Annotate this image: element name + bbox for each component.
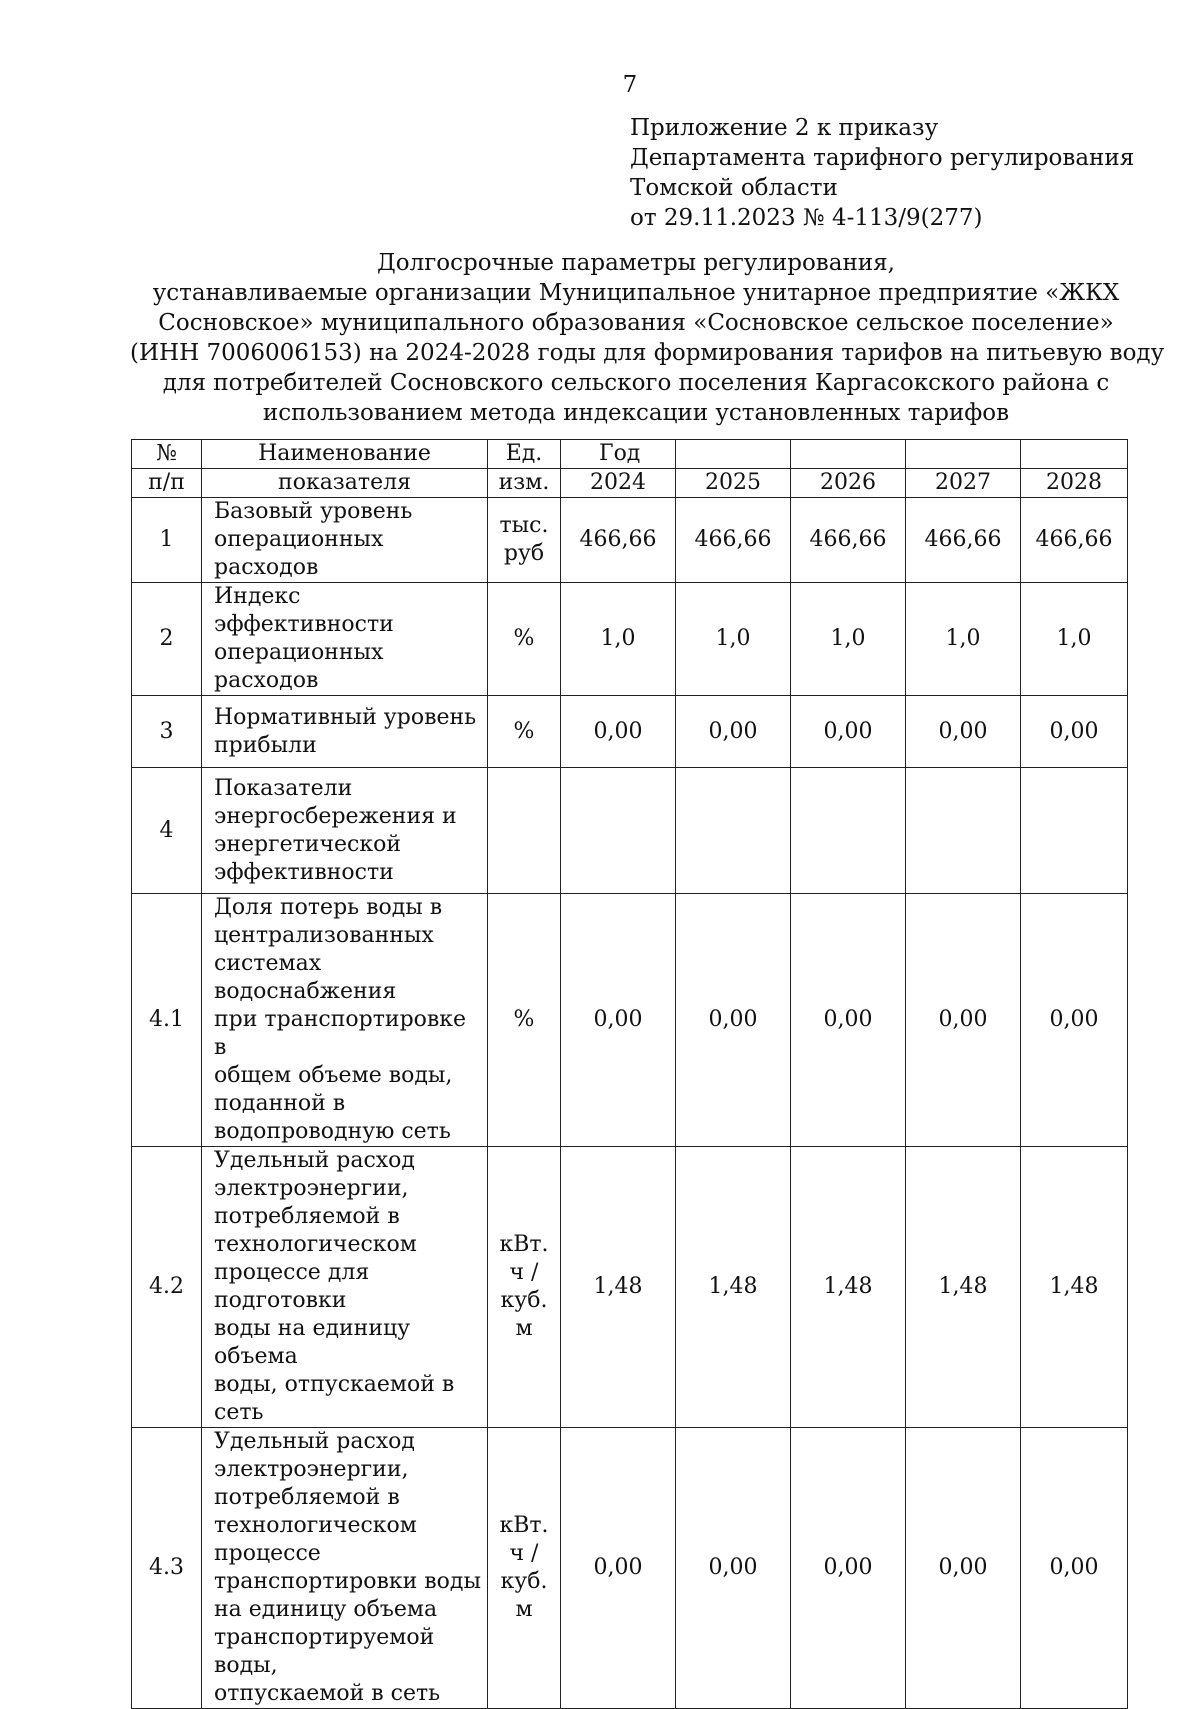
indicator-name-line: потребляемой в bbox=[214, 1485, 400, 1510]
unit-line: м bbox=[515, 1597, 533, 1622]
value-cell bbox=[791, 768, 906, 894]
indicator-name-line: поданной в bbox=[214, 1091, 346, 1116]
indicator-name-line: эффективности bbox=[214, 859, 394, 885]
title-line: Долгосрочные параметры регулирования, bbox=[377, 250, 895, 276]
unit-line: % bbox=[513, 718, 535, 744]
value-cell: 1,48 bbox=[791, 1147, 906, 1428]
indicator-name-line: централизованных bbox=[214, 923, 434, 948]
indicator-name bbox=[202, 583, 488, 696]
value-cell: 466,66 bbox=[1021, 498, 1128, 583]
indicator-name-line: Нормативный уровень bbox=[214, 704, 477, 730]
indicator-name bbox=[202, 1428, 488, 1709]
table-row bbox=[132, 768, 1128, 894]
table-body bbox=[132, 440, 1128, 1709]
row-number: 2 bbox=[132, 583, 202, 696]
unit-of-measure bbox=[488, 1428, 561, 1709]
title-line: для потребителей Сосновского сельского поселения Каргасокского района с bbox=[162, 370, 1110, 396]
indicator-name bbox=[202, 1147, 488, 1428]
indicator-name bbox=[202, 768, 488, 894]
unit-line: руб bbox=[503, 541, 545, 566]
value-cell: 0,00 bbox=[791, 696, 906, 768]
title-line: устанавливаемые организации Муниципальное унитарное предприятие «ЖКХ bbox=[152, 280, 1120, 306]
indicator-name-line: операционных расходов bbox=[214, 527, 384, 580]
unit-line: ч / bbox=[509, 1260, 539, 1285]
indicator-name bbox=[202, 696, 488, 768]
indicator-name-line: процессе bbox=[214, 1541, 321, 1566]
indicator-name-line: технологическом bbox=[214, 1232, 417, 1257]
header-empty-cell bbox=[1021, 440, 1128, 469]
value-cell: 0,00 bbox=[561, 696, 676, 768]
indicator-name bbox=[202, 498, 488, 583]
value-cell: 1,48 bbox=[1021, 1147, 1128, 1428]
table-row bbox=[132, 696, 1128, 768]
value-cell: 0,00 bbox=[791, 894, 906, 1147]
row-number: 4.1 bbox=[132, 894, 202, 1147]
header-year: 2028 bbox=[1021, 469, 1128, 498]
unit-of-measure bbox=[488, 696, 561, 768]
header-name: показателя bbox=[202, 469, 488, 498]
value-cell: 1,0 bbox=[906, 583, 1021, 696]
indicator-name-line: Удельный расход bbox=[214, 1148, 415, 1173]
value-cell: 0,00 bbox=[676, 894, 791, 1147]
header-year-label: Год bbox=[561, 440, 676, 469]
indicator-name-line: прибыли bbox=[214, 732, 317, 758]
indicator-name-line: системах водоснабжения bbox=[214, 951, 397, 1004]
header-num: п/п bbox=[132, 469, 202, 498]
appendix-header bbox=[630, 113, 1134, 233]
unit-line: кВт. bbox=[499, 1513, 549, 1538]
value-cell: 0,00 bbox=[676, 696, 791, 768]
indicator-name-line: Показатели bbox=[214, 775, 353, 801]
unit-of-measure bbox=[488, 583, 561, 696]
indicator-name-line: сеть bbox=[214, 1400, 264, 1425]
value-cell: 1,48 bbox=[561, 1147, 676, 1428]
header-row bbox=[132, 469, 1128, 498]
value-cell: 0,00 bbox=[1021, 696, 1128, 768]
indicator-name-line: отпускаемой в сеть bbox=[214, 1681, 441, 1706]
header-empty-cell bbox=[906, 440, 1021, 469]
appendix-line: Приложение 2 к приказу bbox=[630, 115, 939, 141]
unit-line: тыс. bbox=[499, 513, 549, 538]
table-row bbox=[132, 583, 1128, 696]
indicator-name-line: энергосбережения и bbox=[214, 803, 457, 829]
title-line: Сосновское» муниципального образования «Сосновское сельское поселение» bbox=[158, 310, 1114, 336]
table-row bbox=[132, 894, 1128, 1147]
value-cell: 0,00 bbox=[791, 1428, 906, 1709]
header-year: 2024 bbox=[561, 469, 676, 498]
unit-line: м bbox=[515, 1316, 533, 1341]
page-number: 7 bbox=[622, 72, 638, 98]
table-row bbox=[132, 1428, 1128, 1709]
header-year: 2026 bbox=[791, 469, 906, 498]
indicator-name-line: Базовый уровень bbox=[214, 499, 413, 524]
value-cell: 466,66 bbox=[791, 498, 906, 583]
header-row bbox=[132, 440, 1128, 469]
value-cell: 0,00 bbox=[561, 1428, 676, 1709]
indicator-name-line: электроэнергии, bbox=[214, 1176, 409, 1201]
header-empty-cell bbox=[676, 440, 791, 469]
row-number: 4 bbox=[132, 768, 202, 894]
value-cell bbox=[676, 768, 791, 894]
value-cell: 0,00 bbox=[906, 696, 1021, 768]
parameters-table bbox=[131, 439, 1128, 1709]
indicator-name-line: воды на единицу объема bbox=[214, 1316, 411, 1369]
value-cell: 466,66 bbox=[561, 498, 676, 583]
value-cell: 0,00 bbox=[676, 1428, 791, 1709]
value-cell: 0,00 bbox=[906, 894, 1021, 1147]
value-cell: 0,00 bbox=[906, 1428, 1021, 1709]
indicator-name-line: процессе для подготовки bbox=[214, 1260, 370, 1313]
indicator-name-line: на единицу объема bbox=[214, 1597, 438, 1622]
header-num: № bbox=[132, 440, 202, 469]
value-cell: 1,0 bbox=[791, 583, 906, 696]
title-line: (ИНН 7006006153) на 2024-2028 годы для формирования тарифов на питьевую воду bbox=[130, 340, 1165, 366]
value-cell bbox=[561, 768, 676, 894]
indicator-name-line: энергетической bbox=[214, 831, 402, 857]
unit-line: ч / bbox=[509, 1541, 539, 1566]
indicator-name-line: технологическом bbox=[214, 1513, 417, 1538]
indicator-name-line: транспортировки воды bbox=[214, 1569, 481, 1594]
appendix-line: Департамента тарифного регулирования bbox=[630, 145, 1135, 171]
unit-line: % bbox=[513, 1007, 535, 1032]
table-row bbox=[132, 498, 1128, 583]
unit-line: куб. bbox=[500, 1288, 548, 1313]
header-name: Наименование bbox=[202, 440, 488, 469]
document-title bbox=[130, 248, 1165, 428]
value-cell: 466,66 bbox=[906, 498, 1021, 583]
header-year: 2025 bbox=[676, 469, 791, 498]
indicator-name-line: общем объеме воды, bbox=[214, 1063, 453, 1088]
indicator-name-line: операционных расходов bbox=[214, 640, 384, 693]
row-number: 4.2 bbox=[132, 1147, 202, 1428]
header-unit: Ед. bbox=[488, 440, 561, 469]
indicator-name-line: Доля потерь воды в bbox=[214, 895, 443, 920]
indicator-name-line: Удельный расход bbox=[214, 1429, 415, 1454]
header-year: 2027 bbox=[906, 469, 1021, 498]
value-cell: 0,00 bbox=[1021, 1428, 1128, 1709]
unit-of-measure bbox=[488, 1147, 561, 1428]
appendix-line: Томской области bbox=[630, 175, 838, 201]
value-cell: 0,00 bbox=[1021, 894, 1128, 1147]
value-cell: 1,0 bbox=[561, 583, 676, 696]
value-cell: 1,48 bbox=[676, 1147, 791, 1428]
table-row bbox=[132, 1147, 1128, 1428]
value-cell: 466,66 bbox=[676, 498, 791, 583]
indicator-name-line: транспортируемой воды, bbox=[214, 1625, 435, 1678]
unit-of-measure bbox=[488, 894, 561, 1147]
value-cell: 1,48 bbox=[906, 1147, 1021, 1428]
indicator-name-line: Индекс эффективности bbox=[214, 584, 394, 637]
row-number: 4.3 bbox=[132, 1428, 202, 1709]
indicator-name-line: воды, отпускаемой в bbox=[214, 1372, 455, 1397]
indicator-name-line: водопроводную сеть bbox=[214, 1119, 451, 1144]
value-cell: 1,0 bbox=[1021, 583, 1128, 696]
indicator-name bbox=[202, 894, 488, 1147]
value-cell bbox=[1021, 768, 1128, 894]
unit-of-measure bbox=[488, 768, 561, 894]
indicator-name-line: электроэнергии, bbox=[214, 1457, 409, 1482]
row-number: 3 bbox=[132, 696, 202, 768]
value-cell: 0,00 bbox=[561, 894, 676, 1147]
appendix-line: от 29.11.2023 № 4-113/9(277) bbox=[630, 205, 983, 231]
unit-line: кВт. bbox=[499, 1232, 549, 1257]
unit-line: % bbox=[513, 626, 535, 651]
unit-line: куб. bbox=[500, 1569, 548, 1594]
header-unit: изм. bbox=[488, 469, 561, 498]
value-cell bbox=[906, 768, 1021, 894]
indicator-name-line: при транспортировке в bbox=[214, 1007, 467, 1060]
value-cell: 1,0 bbox=[676, 583, 791, 696]
indicator-name-line: потребляемой в bbox=[214, 1204, 400, 1229]
row-number: 1 bbox=[132, 498, 202, 583]
header-empty-cell bbox=[791, 440, 906, 469]
unit-of-measure bbox=[488, 498, 561, 583]
title-line: использованием метода индексации установленных тарифов bbox=[262, 400, 1010, 426]
